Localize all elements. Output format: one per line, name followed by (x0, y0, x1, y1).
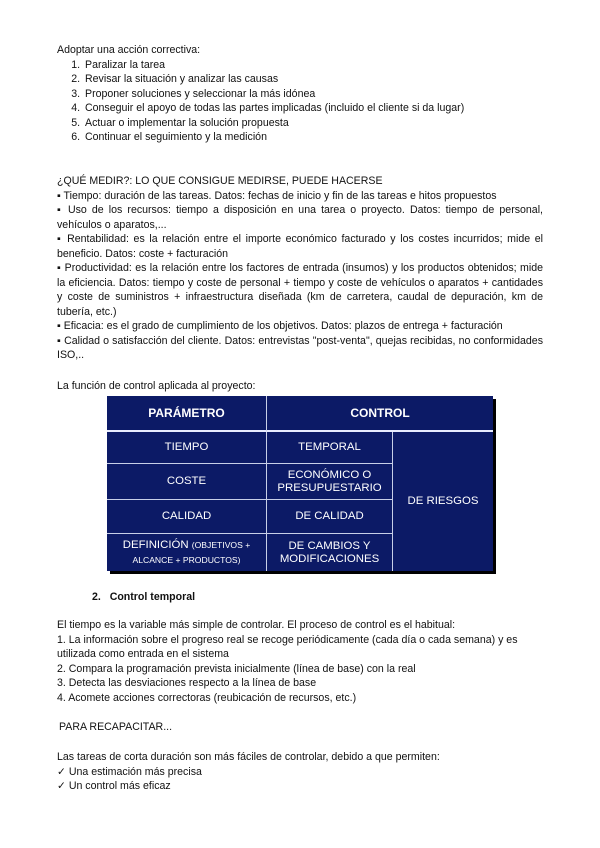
recap-lead: Las tareas de corta duración son más fáciles de controlar, debido a que permiten: (57, 751, 440, 763)
temporal-control-block (57, 618, 543, 705)
table-header-parametro: PARÁMETRO (107, 396, 267, 432)
table-cell-parametro: CALIDAD (107, 500, 267, 534)
measure-bullet: ▪ Uso de los recursos: tiempo a disposición en una tarea o proyecto. Datos: tiempo de personal, vehículos o aparatos,... (57, 204, 543, 231)
section-title: Control temporal (109, 591, 196, 603)
temporal-step: 2. Compara la programación prevista inicialmente (línea de base) con la real (57, 662, 416, 675)
section-number: 2. (92, 591, 101, 603)
temporal-step: 4. Acomete acciones correctoras (reubicación de recursos, etc.) (57, 691, 357, 704)
temporal-step: 1. La información sobre el progreso real se recoge periódicamente (cada día o cada semana) y es utilizada como entrada en el sistema (57, 633, 518, 660)
check-item: ✓ Un control más eficaz (57, 780, 171, 792)
table-cell-riesgos: DE RIESGOS (407, 495, 479, 507)
list-item: 6. Continuar el seguimiento y la medición (83, 130, 543, 145)
corrective-action-lead: Adoptar una acción correctiva: (57, 44, 201, 56)
corrective-action-block (57, 43, 543, 145)
definicion-label: DEFINICIÓN (122, 539, 189, 551)
list-item: 4. Conseguir el apoyo de todas las partes implicadas (incluido el cliente si da lugar) (83, 101, 543, 116)
what-to-measure-block (57, 174, 543, 363)
table-cell-control: DE CAMBIOS Y MODIFICACIONES (267, 534, 393, 571)
list-item: 1. Paralizar la tarea (83, 58, 543, 73)
control-table (107, 396, 493, 571)
what-to-measure-heading: ¿QUÉ MEDIR?: LO QUE CONSIGUE MEDIRSE, PUEDE HACERSE (57, 175, 383, 187)
measure-bullet: ▪ Rentabilidad: es la relación entre el importe económico facturado y los costes incurridos; mide el beneficio. Datos: coste + facturación (57, 233, 543, 260)
table-cell-parametro: COSTE (107, 464, 267, 500)
temporal-lead: El tiempo es la variable más simple de controlar. El proceso de control es el habitual: (57, 619, 456, 631)
list-item: 3. Proponer soluciones y seleccionar la más idónea (83, 87, 543, 102)
temporal-step: 3. Detecta las desviaciones respecto a la línea de base (57, 677, 317, 689)
table-cell-control: ECONÓMICO O PRESUPUESTARIO (267, 464, 393, 500)
measure-bullet: ▪ Productividad: es la relación entre los factores de entrada (insumos) y los productos obtenidos; mide la eficiencia. Datos: tiempo y coste de personal + tiempo y coste de vehículos o aparatos + cantidades y coste de suministros + infraestructura diseñada (km de carretera, caudal de depuración, km de tubería, etc.) (57, 262, 543, 318)
measure-bullet: ▪ Eficacia: es el grado de cumplimiento de los objetivos. Datos: plazos de entrega + facturación (57, 320, 503, 332)
measure-bullet: ▪ Calidad o satisfacción del cliente. Datos: entrevistas "post-venta", quejas recibidas, no conformidades ISO,.. (57, 334, 543, 361)
check-item: ✓ Una estimación más precisa (57, 765, 202, 778)
control-table-intro: La función de control aplicada al proyecto: (57, 380, 256, 392)
table-cell-parametro (107, 534, 267, 571)
corrective-action-steps (57, 58, 543, 145)
recap-heading: PARA RECAPACITAR... (59, 721, 173, 733)
table-header-control: CONTROL (267, 396, 493, 432)
table-cell-control: TEMPORAL (267, 432, 393, 464)
definicion-note: (OBJETIVOS + ALCANCE + PRODUCTOS) (132, 540, 251, 565)
list-item: 2. Revisar la situación y analizar las causas (83, 72, 543, 87)
table-cell-control: DE CALIDAD (267, 500, 393, 534)
table-cell-parametro: TIEMPO (107, 432, 267, 464)
list-item: 5. Actuar o implementar la solución propuesta (83, 116, 543, 131)
measure-bullet: ▪ Tiempo: duración de las tareas. Datos: fechas de inicio y fin de las tareas e hitos propuestos (57, 189, 497, 202)
section-heading (92, 590, 195, 605)
recap-block (57, 750, 543, 794)
